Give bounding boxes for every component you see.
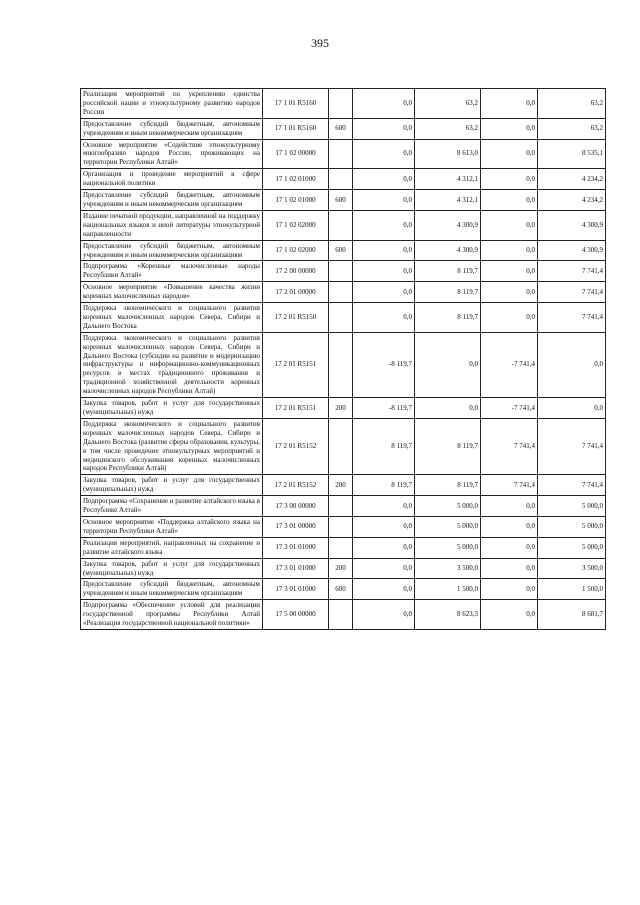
amount-change-1-cell: 8 119,7	[353, 418, 415, 474]
expense-type-cell	[329, 418, 353, 474]
amount-change-1-cell: 0,0	[353, 139, 415, 169]
amount-total-2-cell: 7 741,4	[538, 418, 606, 474]
row-name-cell: Закупка товаров, работ и услуг для государственных (муниципальных) нужд	[81, 398, 263, 419]
amount-total-2-cell: 4 300,9	[538, 240, 606, 261]
table-row	[81, 475, 606, 496]
amount-total-2-cell: 7 741,4	[538, 303, 606, 333]
table-row	[81, 118, 606, 139]
table-row	[81, 418, 606, 474]
amount-change-1-cell: 0,0	[353, 282, 415, 303]
amount-total-2-cell: 3 500,0	[538, 558, 606, 579]
amount-change-2-cell: 0,0	[481, 169, 538, 190]
amount-total-2-cell: 5 000,0	[538, 496, 606, 517]
amount-total-2-cell: 4 234,2	[538, 169, 606, 190]
budget-code-cell: 17 3 00 00000	[263, 496, 329, 517]
row-name-cell: Основное мероприятие «Поддержка алтайского языка на территории Республики Алтай»	[81, 516, 263, 537]
expense-type-cell	[329, 89, 353, 119]
amount-total-1-cell: 5 000,0	[415, 537, 481, 558]
expense-type-cell: 200	[329, 475, 353, 496]
expense-type-cell	[329, 537, 353, 558]
amount-change-1-cell: -8 119,7	[353, 398, 415, 419]
amount-change-1-cell: 0,0	[353, 210, 415, 240]
amount-total-2-cell: 0,0	[538, 332, 606, 397]
expense-type-cell: 600	[329, 240, 353, 261]
row-name-cell: Поддержка экономического и социального развития коренных малочисленных народов Севера, Сибири и Дальнего Востока (субсидии на развитие и модернизацию инфраструктуры и информационно-коммуникационных ресурсов в местах традиционного проживания и традиционной хозяйственной деятельности коренных малочисленных народов Республики Алтай)	[81, 332, 263, 397]
expense-type-cell	[329, 496, 353, 517]
table-row	[81, 303, 606, 333]
row-name-cell: Подпрограмма «Сохранение и развитие алтайского языка в Республике Алтай»	[81, 496, 263, 517]
row-name-cell: Предоставление субсидий бюджетным, автономным учреждениям и иным некоммерческим организациям	[81, 118, 263, 139]
amount-change-2-cell: 0,0	[481, 190, 538, 211]
amount-total-1-cell: 8 623,3	[415, 600, 481, 630]
table-row	[81, 600, 606, 630]
row-name-cell: Основное мероприятие «Содействие этнокультурному многообразию народов России, проживающих на территории Республики Алтай»	[81, 139, 263, 169]
page-number: 395	[311, 36, 329, 50]
amount-change-2-cell: 0,0	[481, 558, 538, 579]
amount-total-1-cell: 5 000,0	[415, 496, 481, 517]
expense-type-cell: 600	[329, 579, 353, 600]
amount-total-1-cell: 8 613,0	[415, 139, 481, 169]
budget-code-cell: 17 2 01 R5151	[263, 332, 329, 397]
amount-total-1-cell: 3 500,0	[415, 558, 481, 579]
expense-type-cell	[329, 261, 353, 282]
expense-type-cell: 600	[329, 190, 353, 211]
amount-change-2-cell: 0,0	[481, 89, 538, 119]
row-name-cell: Поддержка экономического и социального развития коренных малочисленных народов Севера, Сибири и Дальнего Востока	[81, 303, 263, 333]
amount-total-2-cell: 4 300,9	[538, 210, 606, 240]
table-row	[81, 516, 606, 537]
amount-total-1-cell: 8 119,7	[415, 303, 481, 333]
amount-change-2-cell: 0,0	[481, 240, 538, 261]
budget-code-cell: 17 1 02 02000	[263, 240, 329, 261]
amount-change-1-cell: 0,0	[353, 600, 415, 630]
amount-total-1-cell: 0,0	[415, 398, 481, 419]
expense-type-cell	[329, 303, 353, 333]
table-row	[81, 282, 606, 303]
row-name-cell: Предоставление субсидий бюджетным, автономным учреждениям и иным некоммерческим организациям	[81, 579, 263, 600]
amount-change-2-cell: 0,0	[481, 537, 538, 558]
row-name-cell: Основное мероприятие «Повышение качества жизни коренных малочисленных народов»	[81, 282, 263, 303]
amount-change-1-cell: 0,0	[353, 169, 415, 190]
amount-change-2-cell: -7 741,4	[481, 332, 538, 397]
expense-type-cell	[329, 516, 353, 537]
table-row	[81, 240, 606, 261]
expense-type-cell	[329, 169, 353, 190]
amount-change-2-cell: 0,0	[481, 139, 538, 169]
amount-change-1-cell: 0,0	[353, 558, 415, 579]
row-name-cell: Подпрограмма «Обеспечение условий для реализации государственной программы Республики Алтай «Реализация государственной национальной политики»	[81, 600, 263, 630]
amount-change-2-cell: 7 741,4	[481, 475, 538, 496]
row-name-cell: Закупка товаров, работ и услуг для государственных (муниципальных) нужд	[81, 558, 263, 579]
amount-change-2-cell: 0,0	[481, 282, 538, 303]
amount-change-1-cell: 0,0	[353, 496, 415, 517]
amount-total-1-cell: 8 119,7	[415, 418, 481, 474]
row-name-cell: Реализация мероприятий по укреплению единства российской нации и этнокультурному развитию народов России	[81, 89, 263, 119]
amount-change-2-cell: 0,0	[481, 516, 538, 537]
amount-change-2-cell: 0,0	[481, 303, 538, 333]
amount-total-1-cell: 4 312,1	[415, 190, 481, 211]
amount-total-1-cell: 4 312,1	[415, 169, 481, 190]
budget-code-cell: 17 2 01 R5152	[263, 475, 329, 496]
expense-type-cell: 200	[329, 558, 353, 579]
amount-total-2-cell: 1 500,0	[538, 579, 606, 600]
table-row	[81, 169, 606, 190]
table-row	[81, 332, 606, 397]
amount-change-1-cell: 0,0	[353, 303, 415, 333]
amount-total-2-cell: 63,2	[538, 118, 606, 139]
expense-type-cell	[329, 210, 353, 240]
table-row	[81, 261, 606, 282]
amount-total-2-cell: 0,0	[538, 398, 606, 419]
row-name-cell: Закупка товаров, работ и услуг для государственных (муниципальных) нужд	[81, 475, 263, 496]
amount-change-2-cell: 0,0	[481, 496, 538, 517]
amount-total-1-cell: 63,2	[415, 118, 481, 139]
budget-code-cell: 17 1 02 02000	[263, 210, 329, 240]
amount-total-2-cell: 8 535,1	[538, 139, 606, 169]
amount-change-2-cell: -7 741,4	[481, 398, 538, 419]
amount-total-2-cell: 7 741,4	[538, 261, 606, 282]
budget-table	[80, 88, 606, 630]
amount-change-1-cell: 0,0	[353, 516, 415, 537]
table-body	[81, 89, 606, 630]
amount-total-1-cell: 0,0	[415, 332, 481, 397]
row-name-cell: Поддержка экономического и социального развития коренных малочисленных народов Севера, Сибири и Дальнего Востока (развитие сферы образования, культуры, в том числе проведение этнокультурных мероприятий и медицинского обслуживания коренных малочисленных народов Республики Алтай)	[81, 418, 263, 474]
amount-total-1-cell: 8 119,7	[415, 475, 481, 496]
row-name-cell: Предоставление субсидий бюджетным, автономным учреждениям и иным некоммерческим организациям	[81, 240, 263, 261]
expense-type-cell	[329, 332, 353, 397]
amount-total-1-cell: 4 300,9	[415, 210, 481, 240]
budget-code-cell: 17 5 00 00000	[263, 600, 329, 630]
budget-code-cell: 17 3 01 00000	[263, 516, 329, 537]
budget-code-cell: 17 2 01 R5152	[263, 418, 329, 474]
amount-change-1-cell: 0,0	[353, 579, 415, 600]
amount-total-2-cell: 4 234,2	[538, 190, 606, 211]
expense-type-cell	[329, 282, 353, 303]
table-row	[81, 537, 606, 558]
budget-code-cell: 17 3 01 01000	[263, 537, 329, 558]
table-row	[81, 190, 606, 211]
amount-change-1-cell: 0,0	[353, 190, 415, 211]
budget-code-cell: 17 1 01 R5160	[263, 89, 329, 119]
amount-change-1-cell: 0,0	[353, 261, 415, 282]
budget-code-cell: 17 2 01 R5151	[263, 398, 329, 419]
amount-total-2-cell: 63,2	[538, 89, 606, 119]
row-name-cell: Подпрограмма «Коренные малочисленные народы Республики Алтай»	[81, 261, 263, 282]
expense-type-cell: 200	[329, 398, 353, 419]
amount-change-1-cell: 0,0	[353, 89, 415, 119]
amount-total-1-cell: 4 300,9	[415, 240, 481, 261]
budget-code-cell: 17 1 02 00000	[263, 139, 329, 169]
amount-change-1-cell: 8 119,7	[353, 475, 415, 496]
budget-code-cell: 17 3 01 01000	[263, 558, 329, 579]
amount-total-1-cell: 1 500,0	[415, 579, 481, 600]
amount-total-1-cell: 8 119,7	[415, 261, 481, 282]
amount-total-1-cell: 63,2	[415, 89, 481, 119]
expense-type-cell	[329, 139, 353, 169]
budget-code-cell: 17 1 01 R5160	[263, 118, 329, 139]
expense-type-cell	[329, 600, 353, 630]
table-row	[81, 558, 606, 579]
budget-code-cell: 17 2 01 00000	[263, 282, 329, 303]
amount-change-1-cell: 0,0	[353, 118, 415, 139]
budget-code-cell: 17 3 01 01000	[263, 579, 329, 600]
budget-code-cell: 17 1 02 01000	[263, 190, 329, 211]
amount-total-1-cell: 8 119,7	[415, 282, 481, 303]
amount-total-2-cell: 7 741,4	[538, 282, 606, 303]
amount-total-2-cell: 5 000,0	[538, 537, 606, 558]
row-name-cell: Организация и проведение мероприятий в сфере национальной политики	[81, 169, 263, 190]
amount-change-1-cell: -8 119,7	[353, 332, 415, 397]
table-row	[81, 496, 606, 517]
expense-type-cell: 600	[329, 118, 353, 139]
table-row	[81, 579, 606, 600]
amount-change-2-cell: 0,0	[481, 118, 538, 139]
amount-change-2-cell: 0,0	[481, 579, 538, 600]
amount-change-2-cell: 0,0	[481, 261, 538, 282]
amount-change-2-cell: 0,0	[481, 210, 538, 240]
table-row	[81, 210, 606, 240]
row-name-cell: Издание печатной продукции, направленной на поддержку национальных языков и иной литературы этнокультурной направленности	[81, 210, 263, 240]
table-row	[81, 398, 606, 419]
amount-change-2-cell: 7 741,4	[481, 418, 538, 474]
table-row	[81, 139, 606, 169]
amount-total-1-cell: 5 000,0	[415, 516, 481, 537]
row-name-cell: Реализация мероприятий, направленных на сохранение и развитие алтайского языка	[81, 537, 263, 558]
row-name-cell: Предоставление субсидий бюджетным, автономным учреждениям и иным некоммерческим организациям	[81, 190, 263, 211]
amount-change-2-cell: 0,0	[481, 600, 538, 630]
amount-change-1-cell: 0,0	[353, 537, 415, 558]
amount-change-1-cell: 0,0	[353, 240, 415, 261]
budget-code-cell: 17 2 01 R5150	[263, 303, 329, 333]
amount-total-2-cell: 5 000,0	[538, 516, 606, 537]
budget-code-cell: 17 2 00 00000	[263, 261, 329, 282]
amount-total-2-cell: 7 741,4	[538, 475, 606, 496]
table-row	[81, 89, 606, 119]
budget-code-cell: 17 1 02 01000	[263, 169, 329, 190]
amount-total-2-cell: 8 681,7	[538, 600, 606, 630]
